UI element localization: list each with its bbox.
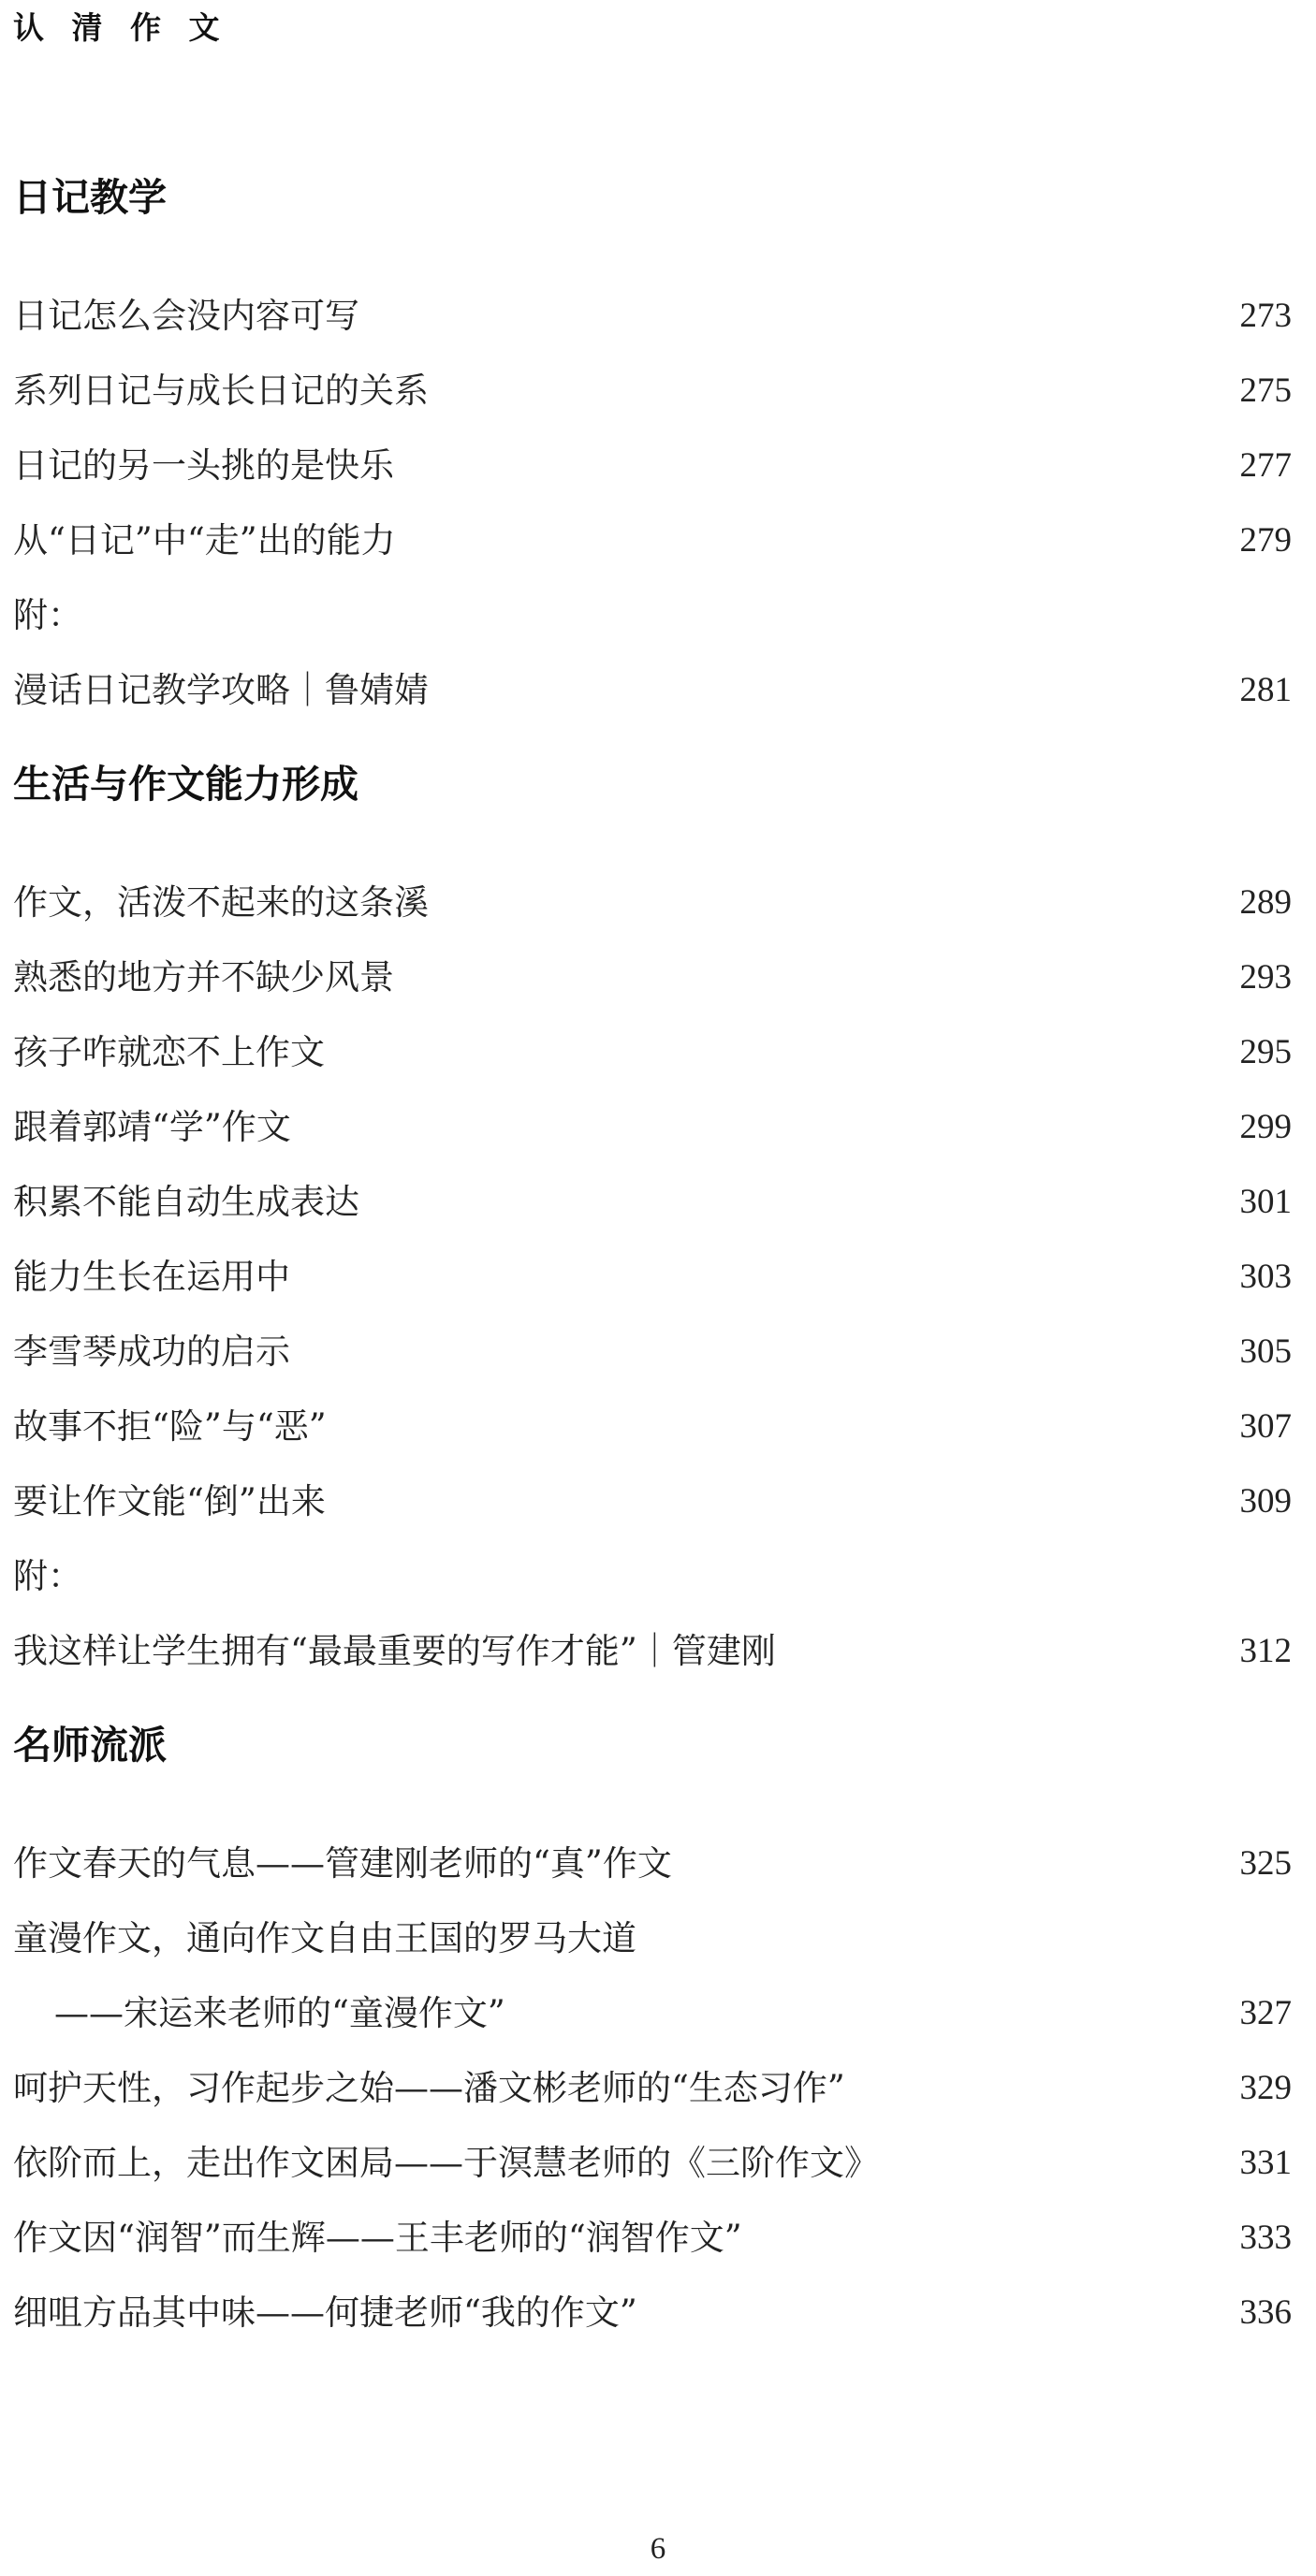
entry-title: 能力生长在运用中 <box>13 1257 290 1297</box>
toc-entry[interactable] <box>13 1315 1292 1390</box>
toc-entry[interactable] <box>13 1090 1292 1165</box>
entry-title: 李雪琴成功的启示 <box>13 1332 290 1372</box>
entry-title: 附： <box>13 595 82 635</box>
toc-entry[interactable] <box>13 2126 1292 2201</box>
toc-entry[interactable] <box>13 1976 1292 2051</box>
entry-page-number: 275 <box>1239 371 1292 410</box>
toc-entry[interactable] <box>13 503 1292 578</box>
toc-entry[interactable] <box>13 429 1292 503</box>
page-number: 6 <box>650 2532 666 2566</box>
entry-title: 作文，活泼不起来的这条溪 <box>13 882 429 923</box>
entry-page-number: 307 <box>1239 1407 1292 1446</box>
entry-title: ——宋运来老师的“童漫作文” <box>54 1993 505 2033</box>
toc-entry[interactable] <box>13 653 1292 728</box>
entry-title: 熟悉的地方并不缺少风景 <box>13 957 394 997</box>
toc-entry[interactable] <box>13 279 1292 354</box>
toc-section <box>13 165 1292 728</box>
entry-page-number: 279 <box>1239 521 1292 560</box>
entry-page-number: 309 <box>1239 1482 1292 1521</box>
entry-title: 童漫作文，通向作文自由王国的罗马大道 <box>13 1918 636 1958</box>
entry-page-number: 336 <box>1239 2293 1292 2332</box>
entry-page-number: 329 <box>1239 2069 1292 2107</box>
entry-title: 积累不能自动生成表达 <box>13 1182 359 1222</box>
toc-entry[interactable] <box>13 578 1292 653</box>
entry-title: 系列日记与成长日记的关系 <box>13 371 429 411</box>
toc-entry[interactable] <box>13 1826 1292 1901</box>
toc-entry[interactable] <box>13 354 1292 429</box>
entry-page-number: 305 <box>1239 1332 1292 1371</box>
entry-title: 呵护天性，习作起步之始——潘文彬老师的“生态习作” <box>13 2068 845 2108</box>
entry-title: 日记的另一头挑的是快乐 <box>13 445 394 486</box>
entry-page-number: 333 <box>1239 2219 1292 2257</box>
toc-entry[interactable] <box>13 1165 1292 1240</box>
toc-entry[interactable] <box>13 1539 1292 1614</box>
entry-page-number: 331 <box>1239 2144 1292 2182</box>
section-title: 生活与作文能力形成 <box>13 762 358 807</box>
toc-entry[interactable] <box>13 2201 1292 2276</box>
entry-page-number: 293 <box>1239 958 1292 997</box>
entry-page-number: 327 <box>1239 1994 1292 2032</box>
section-title: 名师流派 <box>13 1723 167 1768</box>
toc-entry[interactable] <box>13 1240 1292 1315</box>
entry-title: 依阶而上，走出作文困局——于溟慧老师的《三阶作文》 <box>13 2143 879 2183</box>
entry-page-number: 303 <box>1239 1258 1292 1296</box>
toc-section <box>13 1712 1292 2350</box>
toc-entry[interactable] <box>13 866 1292 940</box>
entry-page-number: 277 <box>1239 446 1292 485</box>
entry-page-number: 281 <box>1239 671 1292 709</box>
entry-title: 漫话日记教学攻略｜鲁婧婧 <box>13 670 429 710</box>
entry-title: 从“日记”中“走”出的能力 <box>13 520 396 560</box>
toc-entry[interactable] <box>13 1390 1292 1464</box>
entry-title: 附： <box>13 1556 82 1596</box>
entry-page-number: 301 <box>1239 1183 1292 1221</box>
entry-title: 日记怎么会没内容可写 <box>13 296 359 336</box>
entry-page-number: 289 <box>1239 883 1292 922</box>
table-of-contents <box>13 165 1292 2350</box>
entry-title: 跟着郭靖“学”作文 <box>13 1107 291 1147</box>
toc-entry[interactable] <box>13 940 1292 1015</box>
entry-title: 故事不拒“险”与“恶” <box>13 1406 327 1447</box>
entry-page-number: 295 <box>1239 1033 1292 1071</box>
toc-section <box>13 751 1292 1689</box>
toc-entry[interactable] <box>13 2276 1292 2350</box>
entry-page-number: 273 <box>1239 297 1292 335</box>
section-title: 日记教学 <box>13 175 167 220</box>
entry-title: 我这样让学生拥有“最最重要的写作才能”｜管建刚 <box>13 1631 776 1671</box>
entry-title: 细咀方品其中味——何捷老师“我的作文” <box>13 2292 637 2333</box>
toc-entry[interactable] <box>13 1614 1292 1689</box>
entry-title: 要让作文能“倒”出来 <box>13 1481 326 1521</box>
toc-entry[interactable] <box>13 1015 1292 1090</box>
entry-title: 作文因“润智”而生辉——王丰老师的“润智作文” <box>13 2218 742 2258</box>
toc-entry[interactable] <box>13 1901 1292 1976</box>
entry-page-number: 312 <box>1239 1632 1292 1670</box>
toc-entry[interactable] <box>13 2051 1292 2126</box>
entry-page-number: 299 <box>1239 1108 1292 1146</box>
entry-page-number: 325 <box>1239 1844 1292 1883</box>
entry-title: 作文春天的气息——管建刚老师的“真”作文 <box>13 1843 672 1884</box>
toc-entry[interactable] <box>13 1464 1292 1539</box>
running-head: 认 清 作 文 <box>13 9 228 46</box>
entry-title: 孩子咋就恋不上作文 <box>13 1032 325 1072</box>
